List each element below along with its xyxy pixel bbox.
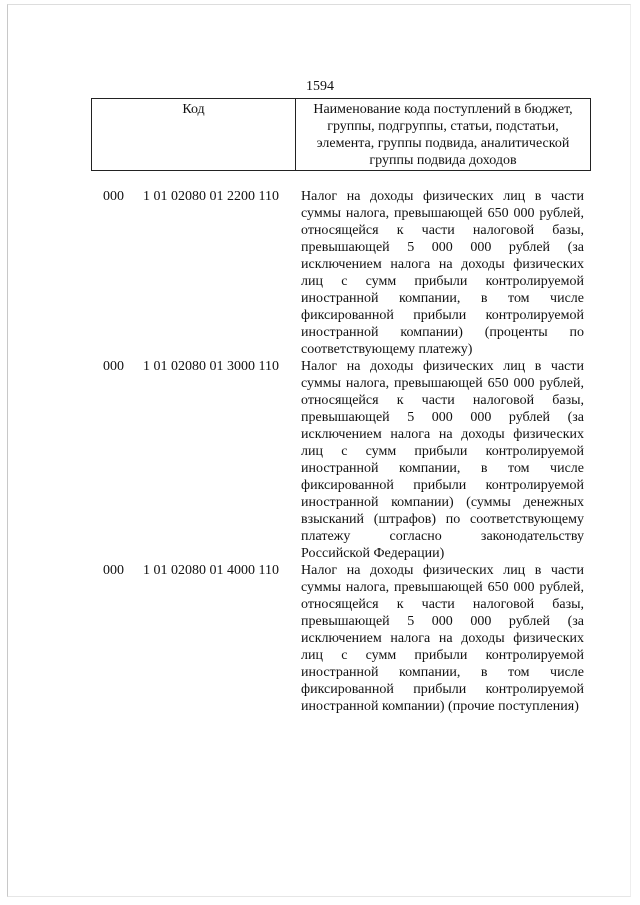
row-income-code: 1 01 02080 01 3000 110	[143, 359, 279, 374]
table-header	[91, 98, 591, 171]
row-income-code: 1 01 02080 01 2200 110	[143, 189, 279, 204]
row-description: Налог на доходы физических лиц в части суммы налога, превышающей 650 000 рублей, относящейся к части налоговой базы, превышающей 5 000 000 рублей (за исключением налога на доходы физических лиц с сумм прибыли контролируемой иностранной компании, в том числе фиксированной прибыли контролируемой иностранной компании) (прочие поступления)	[301, 563, 584, 714]
table-row	[0, 562, 640, 715]
row-admin-code: 000	[103, 359, 124, 374]
row-description: Налог на доходы физических лиц в части суммы налога, превышающей 650 000 рублей, относящейся к части налоговой базы, превышающей 5 000 000 рублей (за исключением налога на доходы физических лиц с сумм прибыли контролируемой иностранной компании, в том числе фиксированной прибыли контролируемой иностранной компании) (проценты по соответствующему платежу)	[301, 189, 584, 357]
row-description: Налог на доходы физических лиц в части суммы налога, превышающей 650 000 рублей, относящейся к части налоговой базы, превышающей 5 000 000 рублей (за исключением налога на доходы физических лиц с сумм прибыли контролируемой иностранной компании, в том числе фиксированной прибыли контролируемой иностранной компании) (суммы денежных взысканий (штрафов) по соответствующему платежу согласно законодательству Российской Федерации)	[301, 359, 584, 561]
row-admin-code: 000	[103, 189, 124, 204]
row-income-code: 1 01 02080 01 4000 110	[143, 563, 279, 578]
header-name-label: Наименование кода поступлений в бюджет, группы, подгруппы, статьи, подстатьи, элемента, группы подвида, аналитической группы подвида доходов	[313, 102, 573, 168]
row-admin-code: 000	[103, 563, 124, 578]
table-body	[0, 188, 640, 715]
table-row	[0, 188, 640, 358]
header-code-label: Код	[92, 99, 296, 170]
table-row	[0, 358, 640, 562]
page-number: 1594	[306, 79, 334, 94]
